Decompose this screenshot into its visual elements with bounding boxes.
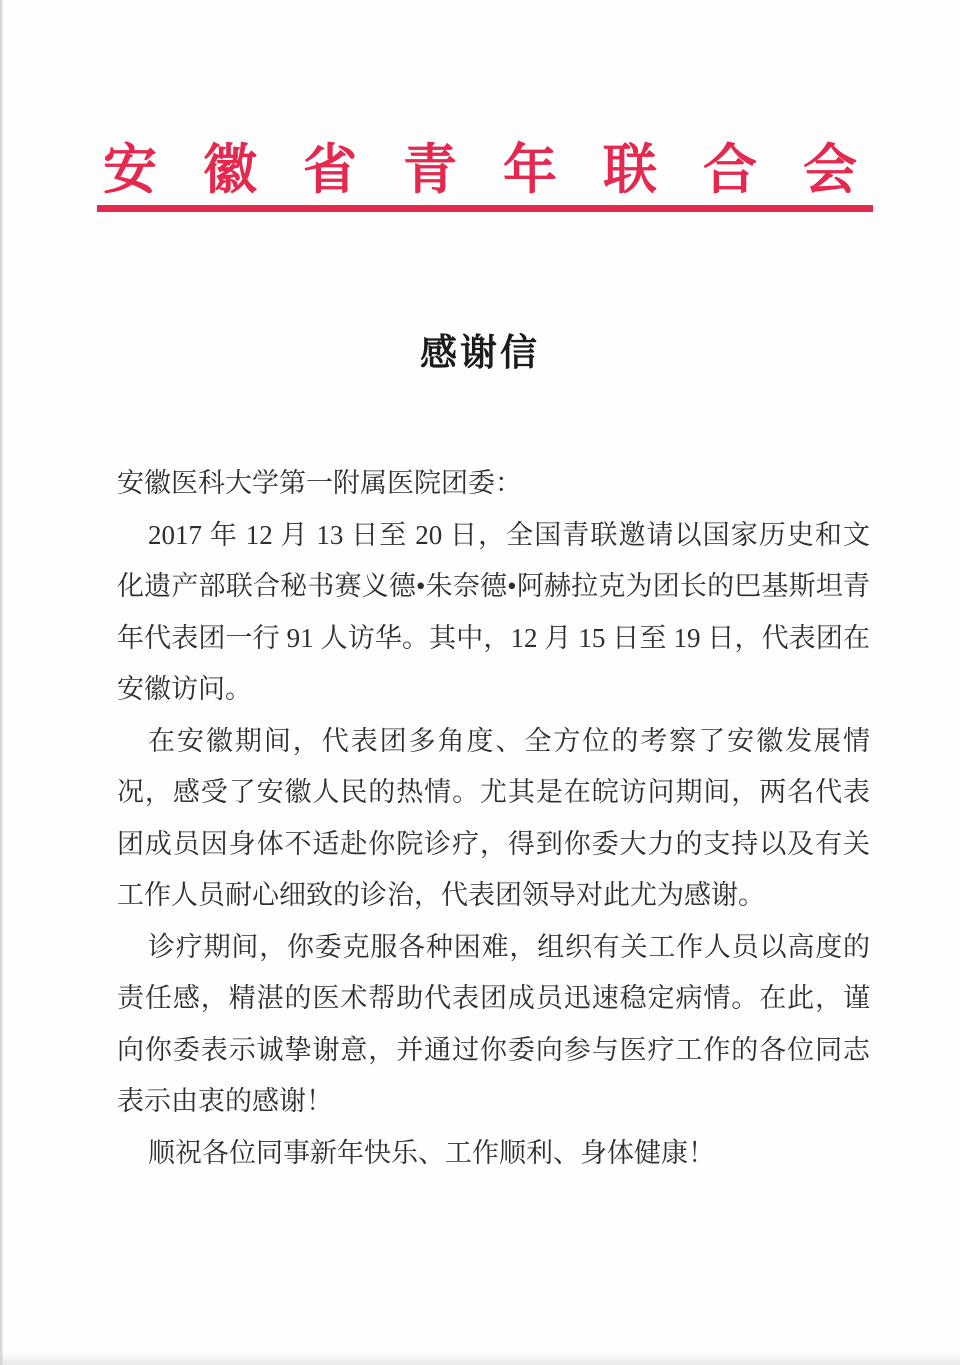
scan-shadow-artifact — [0, 1351, 960, 1365]
body-paragraph: 诊疗期间，你委克服各种困难，组织有关工作人员以高度的责任感，精湛的医术帮助代表团成员迅速稳定病情。在此，谨向你委表示诚挚谢意，并通过你委向参与医疗工作的各位同志表示由衷的感谢！ — [117, 931, 870, 1116]
scan-edge-artifact — [0, 0, 3, 1365]
letterhead-org-name: 安徽省青年联合会 — [103, 140, 903, 200]
body-paragraph: 2017 年 12 月 13 日至 20 日，全国青联邀请以国家历史和文化遗产部联合秘书赛义德•朱奈德•阿赫拉克为团长的巴基斯坦青年代表团一行 91 人访华。其中，12 月 15 日至 19 日，代表团在安徽访问。 — [117, 519, 870, 704]
letter-body — [117, 458, 870, 1179]
closing-wish-paragraph: 顺祝各位同事新年快乐、工作顺利、身体健康！ — [148, 1137, 715, 1168]
body-paragraph: 在安徽期间，代表团多角度、全方位的考察了安徽发展情况，感受了安徽人民的热情。尤其是在皖访问期间，两名代表团成员因身体不适赴你院诊疗，得到你委大力的支持以及有关工作人员耐心细致的诊治，代表团领导对此尤为感谢。 — [117, 725, 870, 910]
letterhead-rule — [97, 205, 873, 212]
salutation: 安徽医科大学第一附属医院团委： — [117, 468, 522, 498]
document-title: 感谢信 — [420, 333, 540, 374]
